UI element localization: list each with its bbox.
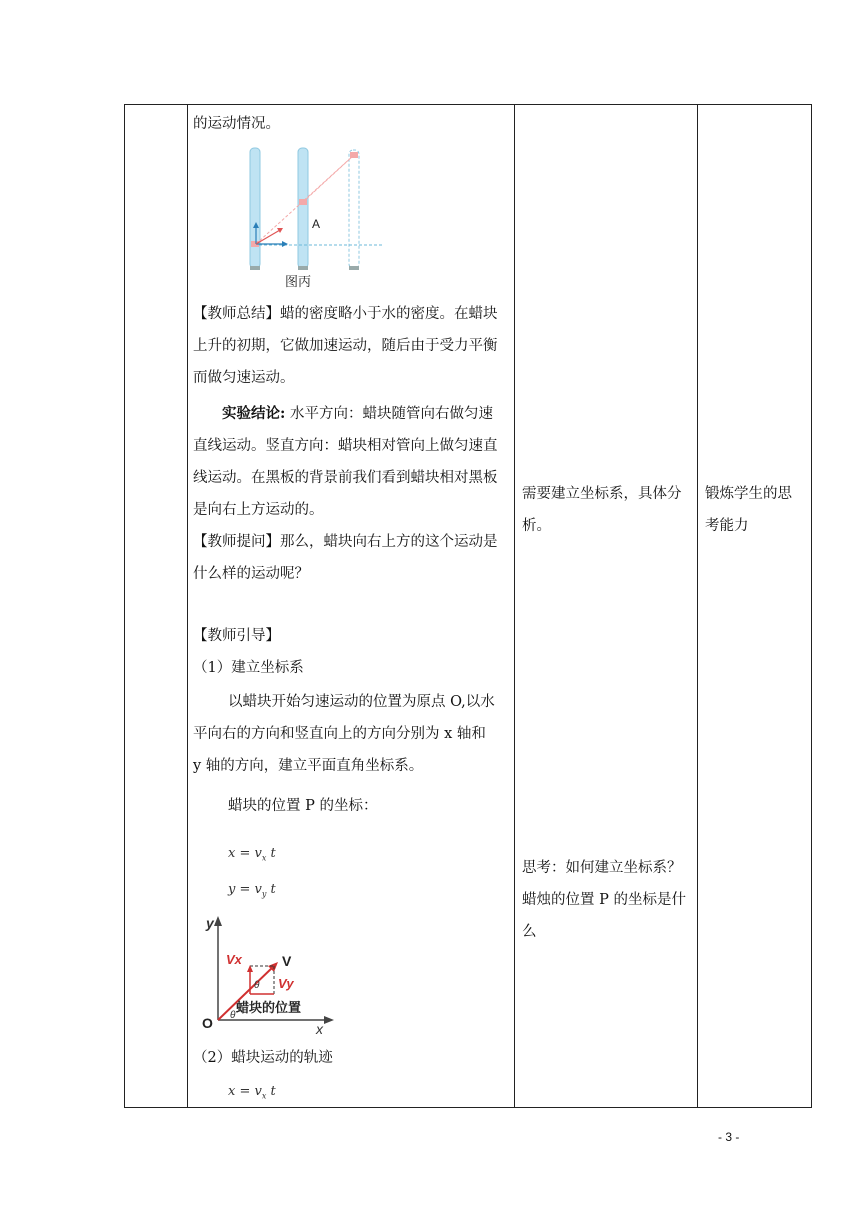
wax-tube-figure — [232, 144, 382, 290]
equation-x-trajectory: $x = v_x$ t — [228, 1084, 276, 1101]
summary-line: 蜡的密度略小于水的密度。在蜡块 — [280, 306, 498, 322]
question-tag: 【教师提问】 — [193, 534, 280, 550]
intro-text: 的运动情况。 — [193, 116, 280, 132]
summary-tag: 【教师总结】 — [193, 306, 280, 322]
x-axis-label: x — [316, 1021, 323, 1034]
note-line: 么 — [522, 924, 537, 940]
position-label: 蜡块的位置 P 的坐标： — [228, 798, 378, 814]
theta-label-upper: θ — [254, 980, 260, 991]
guide-tag: 【教师引导】 — [193, 628, 280, 644]
conclusion-line: 是向右上方运动的。 — [193, 502, 324, 518]
question-line: 什么样的运动呢？ — [193, 566, 309, 582]
conclusion-label: 实验结论: — [222, 405, 286, 422]
origin-label: O — [202, 1015, 213, 1031]
experiment-conclusion — [222, 398, 493, 430]
conclusion-line: 线运动。在黑板的背景前我们看到蜡块相对黑板 — [193, 470, 498, 486]
column-divider — [514, 105, 515, 1107]
summary-line: 而做匀速运动。 — [193, 370, 295, 386]
note-line: 析。 — [522, 518, 551, 534]
summary-line: 上升的初期，它做加速运动，随后由于受力平衡 — [193, 338, 498, 354]
step1-line: 以蜡块开始匀速运动的位置为原点 O,以水 — [228, 694, 495, 710]
aim-line: 考能力 — [705, 518, 749, 534]
teacher-summary — [193, 298, 498, 330]
v-label: V — [282, 953, 292, 969]
coordinate-figure — [198, 908, 354, 1034]
step1-heading: （1）建立坐标系 — [193, 660, 304, 676]
figure-caption: 图丙 — [285, 274, 312, 289]
column-divider — [187, 105, 188, 1107]
column-divider — [697, 105, 698, 1107]
theta-label-origin: θ — [230, 1010, 236, 1021]
conclusion-line: 直线运动。竖直方向：蜡块相对管向上做匀速直 — [193, 438, 498, 454]
step2-heading: （2）蜡块运动的轨迹 — [193, 1050, 333, 1066]
page-number: - 3 - — [718, 1130, 740, 1144]
step1-line: 平向右的方向和竖直向上的方向分别为 x 轴和 — [193, 726, 486, 742]
step1-line: y 轴的方向，建立平面直角坐标系。 — [193, 758, 424, 774]
question-line: 那么，蜡块向右上方的这个运动是 — [280, 534, 498, 550]
note-line: 思考：如何建立坐标系？ — [522, 860, 682, 876]
wax-position-caption: 蜡块的位置 — [236, 1000, 302, 1015]
equation-x: $x = v_x$ t — [228, 846, 276, 863]
equation-y: $y = v_y$ t — [228, 882, 276, 899]
aim-line: 锻炼学生的思 — [705, 486, 792, 502]
teacher-question — [193, 526, 498, 558]
note-line: 需要建立坐标系，具体分 — [522, 486, 682, 502]
vy-label: Vy — [278, 976, 294, 991]
note-line: 蜡烛的位置 P 的坐标是什 — [522, 892, 686, 908]
conclusion-line: 水平方向：蜡块随管向右做匀速 — [285, 406, 493, 422]
figure-label-a: A — [312, 217, 321, 231]
y-axis-label: y — [206, 915, 214, 931]
vx-label: Vx — [226, 952, 242, 967]
